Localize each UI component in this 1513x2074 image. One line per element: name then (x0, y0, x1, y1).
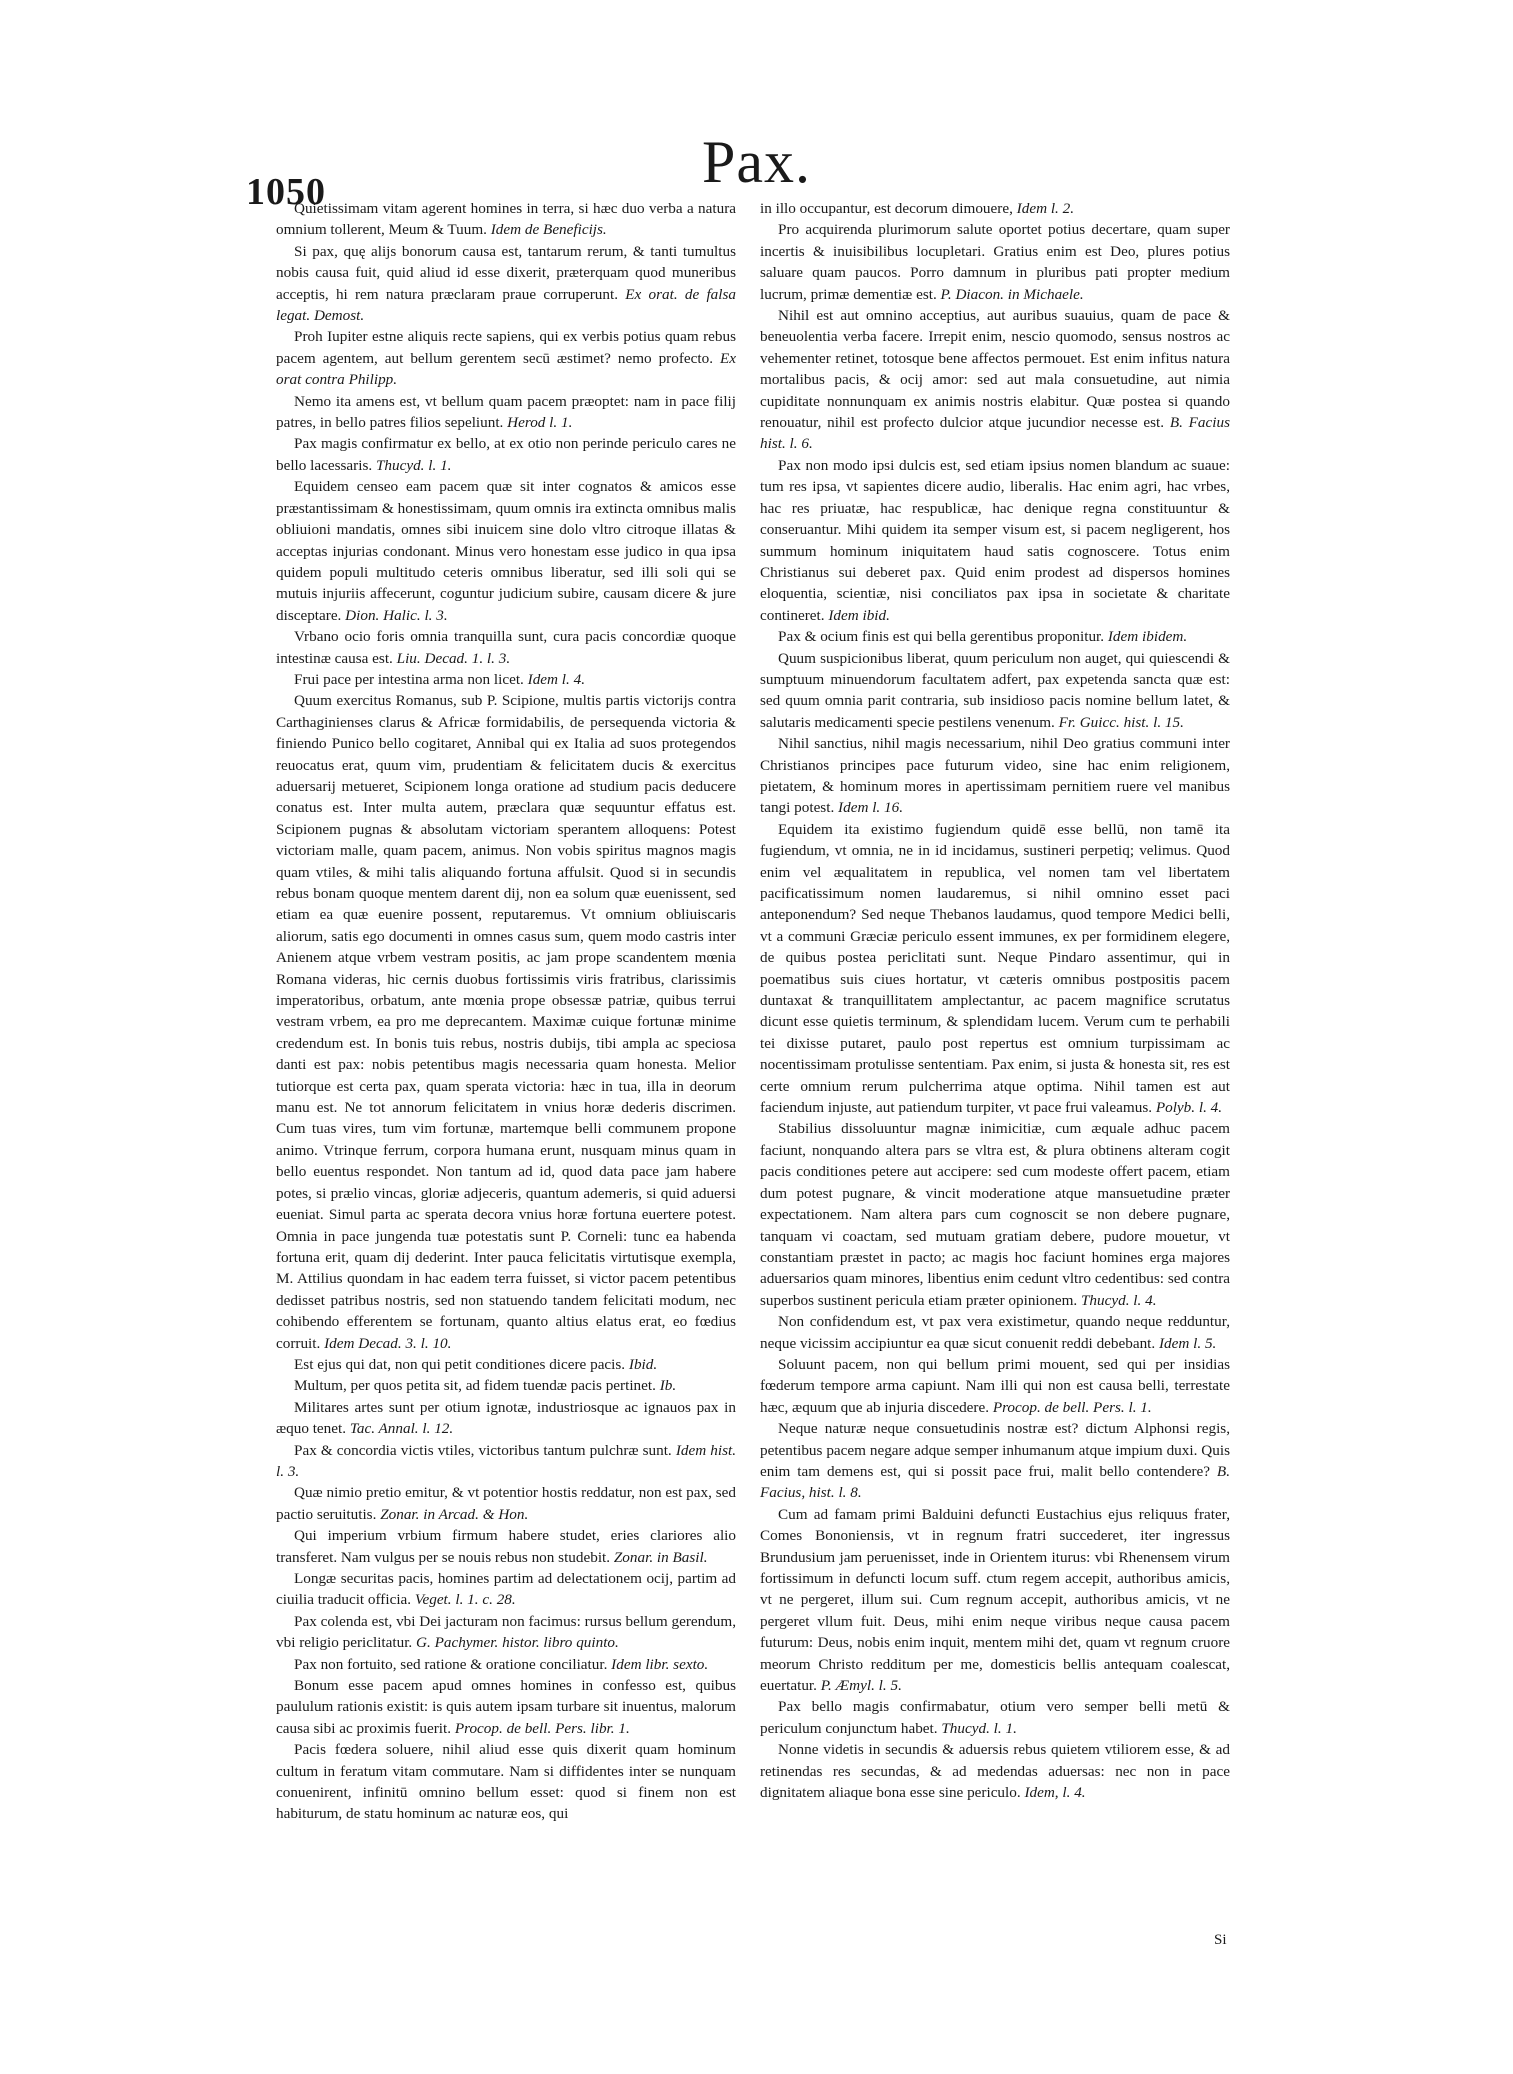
left-column (276, 198, 736, 1825)
quotation-paragraph (276, 1525, 736, 1568)
source-citation: Idem l. 16. (838, 799, 904, 817)
quotation-text: Nemo ita amens est, vt bellum quam pacem præoptet: nam in pace filij patres, in bello patres filios sepeliunt. (276, 392, 736, 432)
source-citation: B. Facius hist. l. 6. (760, 414, 1230, 453)
quotation-text: Militares artes sunt per otium ignotæ, industriosque ac ignauos pax in æquo tenet. (276, 1398, 736, 1438)
quotation-text: Nihil sanctius, nihil magis necessarium, nihil Deo gratius communi inter Christianos principes pace futurum video, sine hac enim religionem, pietatem, & hominum mores in apertissimam pernitiem ruere vel manibus tangi potest. (760, 735, 1230, 817)
quotation-paragraph (760, 626, 1230, 647)
quotation-text: Soluunt pacem, non qui bellum primi mouent, sed qui per insidias fœderum tempore arma capiunt. Nam illi qui non est causa belli, terrestate hæc, æquum que ab injuria discedere. (760, 1355, 1230, 1416)
quotation-text: Pax colenda est, vbi Dei jacturam non facimus: rursus bellum gerendum, vbi religio periclitatur. (276, 1612, 737, 1652)
source-citation: Procop. de bell. Pers. l. 1. (992, 1398, 1152, 1416)
quotation-paragraph (760, 1504, 1230, 1697)
quotation-text: Pacis fœdera soluere, nihil aliud esse quis dixerit quam hominum cultum in feratum vitam commutare. Nam si diffidentes inter se nunquam conuenirent, infinitū omnino bellum esset: quod si finem non est habiturum, de statu hominum ac naturæ eos, qui (276, 1741, 736, 1823)
quotation-text: Quum exercitus Romanus, sub P. Scipione, multis partis victorijs contra Carthaginienses clarus & Africæ formidabilis, de persequenda victoria & finiendo Punico bello cogitaret, Annibal qui ex Italia ad suos protegendos reuocatus erat, quum vim, prudentiam & felicitatem ducis & exercitus aduersarij metueret, Scipionem longa oratione ad studium pacis deducere conatus est. Inter multa autem, præclara quæ sequuntur effatus est. Scipionem pugnas & absolutam victoriam sperantem alloquens: Potest victoriam malle, quam pacem, animus. Non vobis spiritus magnos magis quam vtiles, & mihi talis aliquando fortuna affulsit. Quod si in secundis rebus bonam quoque mentem darent dij, non ea solum quæ euenissent, sed etiam ea quæ euenire possent, reputaremus. Vt omnium obliuiscaris aliorum, satis ego documenti in omnes casus sum, quem modo castris inter Anienem atque vrbem vestram positis, ac jam prope scandentem mœnia Romana videras, hic cernis duobus fortissimis viris fratribus, clarissimis imperatoribus, orbatum, ante mœnia prope obsessæ patriæ, quibus terrui vestram vrbem, ea pro me deprecantem. Maximæ cuique fortunæ minime credendum est. In bonis tuis rebus, nostris dubijs, tibi ampla ac speciosa danti est pax: nobis petentibus magis necessaria quam honesta. Melior tutiorque est certa pax, quam sperata victoria: hæc in tua, illa in deorum manu est. Ne tot annorum felicitatem in vnius horæ dederis discrimen. Cum tuas vires, tum vim fortunæ, martemque belli communem propone animo. Vtrinque ferrum, corpora humana erunt, nusquam minus quam in bello euentus respondet. Non tantum ad id, quod data pace jam habere potes, si prælio vincas, gloriæ adjeceris, quantum ademeris, si quid aduersi eueniat. Simul parta ac sperata decora vnius horæ fortuna euertere potest. Omnia in pace jungenda tuæ potestatis sunt P. Corneli: tunc ea habenda fortuna erit, quam dij dederint. Inter pauca felicitatis virtutisque exempla, M. Attilius quondam in hac eadem terra fuisset, si victor pacem petentibus dedisset patribus nostris, sed non statuendo tandem felicitati modum, nec cohibendo efferentem se fortunam, quanto altius elatus erat, eo fœdius corruit. (276, 692, 736, 1352)
source-citation: Idem hist. l. 3. (276, 1441, 736, 1480)
source-citation: B. Facius, hist. l. 8. (760, 1462, 1230, 1502)
quotation-paragraph (760, 819, 1230, 1119)
source-citation: Ex orat contra Philipp. (276, 349, 737, 389)
quotation-paragraph (276, 198, 736, 241)
source-citation: Idem ibid. (828, 606, 890, 624)
source-citation: Idem, l. 4. (1024, 1784, 1086, 1802)
quotation-paragraph (760, 648, 1230, 734)
quotation-text: Cum ad famam primi Balduini defuncti Eustachius ejus reliquus frater, Comes Bononiensis, vt in regnum fratri succederet, iter ingressus Brundusium jam peruenisset, inde in Orientem iturus: vbi Rhenensem virum fortissimum in defuncti locum suff. ctum regem accepit, authoribus amicis, vt ne pergeret, illum sui. Cum regnum accepit, authoribus amicis, vt ne pergeret vllum fuit. Deus, mihi enim neque viribus neque causa pacem futurum: Deus, nobis enim inquit, mentem mihi det, quam vt regnum cruore meorum Christo redditum per me, domesticis bellis antequam coalescat, euertatur. (760, 1505, 1230, 1695)
quotation-paragraph (276, 241, 736, 327)
quotation-paragraph (276, 1375, 736, 1396)
quotation-paragraph (276, 476, 736, 626)
source-citation: Liu. Decad. 1. l. 3. (396, 649, 511, 667)
catchword: Si (1214, 1932, 1227, 1948)
source-citation: Thucyd. l. 4. (1080, 1291, 1157, 1309)
quotation-text: Bonum esse pacem apud omnes homines in confesso est, quibus paululum rationis existit: is quis autem ipsam turbare sit inuentus, malorum causa sibi ac proximis fuerit. (276, 1677, 736, 1737)
quotation-text: Quæ nimio pretio emitur, & vt potentior hostis reddatur, non est pax, sed pactio seruitutis. (276, 1484, 736, 1523)
source-citation: Thucyd. l. 1. (375, 456, 452, 474)
quotation-text: Equidem censeo eam pacem quæ sit inter cognatos & amicos esse præstantissimam & honestissimam, quum omnis ira extincta omnibus malis obliuioni mandatis, omnes sibi inuicem sine dolo vltro citroque illatas & acceptas injurias condonant. Minus vero honestam esse judico in qua ipsa quidem populi multitudo ceteris omnibus liberatur, sed illi soli qui se mutuis injuriis affecerunt, coguntur judicium subire, causam dicere & jure disceptare. (276, 478, 736, 624)
quotation-paragraph (276, 690, 736, 1354)
source-citation: Idem de Beneficijs. (490, 221, 607, 239)
quotation-paragraph (760, 1354, 1230, 1418)
source-citation: Ex orat. de falsa legat. Demost. (276, 285, 736, 325)
source-citation: Zonar. in Basil. (613, 1548, 708, 1566)
source-citation: P. Diacon. in Michaele. (940, 285, 1084, 303)
quotation-text: Multum, per quos petita sit, ad fidem tuendæ pacis pertinet. (294, 1377, 656, 1395)
quotation-paragraph (760, 1311, 1230, 1354)
source-citation: Dion. Halic. l. 3. (345, 606, 448, 624)
source-citation: Idem l. 5. (1158, 1334, 1217, 1352)
source-citation: Herod l. 1. (507, 414, 573, 432)
quotation-paragraph (760, 1696, 1230, 1739)
quotation-paragraph (276, 1440, 736, 1483)
source-citation: G. Pachymer. histor. libro quinto. (416, 1634, 619, 1652)
quotation-text: Pax bello magis confirmabatur, otium vero semper belli metū & periculum conjunctum habet. (760, 1698, 1230, 1737)
quotation-text: Nihil est aut omnino acceptius, aut auribus suauius, quam de pace & beneuolentia verba facere. Irrepit enim, nescio quomodo, sensus nostros ac vehementer retinet, totosque bene affectos permouet. Est enim infitus natura mortalibus pacis, & ocij amor: sed aut mala consuetudine, aut nimia cupiditate nonnunquam ex animis nostris elabitur. Quæ postea si quando renouatur, nihil est profecto dulcior atque jucundior necesse est. (760, 307, 1230, 432)
quotation-text: Quum suspicionibus liberat, quum periculum non auget, qui quiescendi & sumptuum minuendorum facultatem adfert, pax expetenda sancta quæ est: sed quum omnia parit contraria, sub insidioso pacis nomine bellum latet, & salutaris medicamenti specie pestilens venenum. (760, 649, 1230, 731)
quotation-paragraph (276, 1397, 736, 1440)
quotation-text: Equidem ita existimo fugiendum quidē esse bellū, non tamē ita fugiendum, vt omnia, ne in id incidamus, sustineri perpetiq; velimus. Quod enim vel æqualitatem in republica, vel nomen tam vel libertatem pacificatissimum nomen laudaremus, si nihil omnino esset paci anteponendum? Sed neque Thebanos laudamus, quod tempore Medici belli, vt a communi Græciæ periculo essent immunes, ex per formidinem elegere, de quibus postea periclitati sunt. Neque Pindaro assentimur, qui in poematibus suis ciues hortatur, vt cæteris omnibus postpositis pacem duntaxat & tranquillitatem amplectantur, ac pacem magnifice scrutatus dicunt esse quietis terminum, & splendidam lucem. Verum cum te perhabili tei dixisse putaret, paulo post repertus est omnium turpissimam ac nocentissimam protulisse sententiam. Pax enim, si justa & honesta sit, res est certe omnium rerum pulcherrima atque optima. Nihil tamen est aut faciendum injuste, aut patiendum turpiter, vt pace frui valeamus. (760, 820, 1230, 1117)
quotation-text: Stabilius dissoluuntur magnæ inimicitiæ, cum æquale adhuc pacem faciunt, nonquando altera pars se vltra est, & plura obtinens alteram cogit pacis conditiones petere aut accipere: sed cum modeste offert pacem, etiam dum potest pugnare, & vincit moderatione atque mansuetudine præter expectationem. Nam altera pars cum cognoscit se non debere pugnare, tanquam vi coactam, sed mutuam gratiam debere, pudore mouetur, vt constantiam præstet in pacto; ac magis hoc faciunt homines erga majores aduersarios quam minores, libentius enim cedunt vltro cedentibus: sed contra superbos sustinent pericula etiam præter opinionem. (760, 1120, 1230, 1309)
source-citation: Thucyd. l. 1. (941, 1719, 1017, 1737)
quotation-text: Pax magis confirmatur ex bello, at ex otio non perinde periculo cares ne bello lacessaris. (276, 435, 736, 474)
quotation-paragraph (760, 1739, 1230, 1803)
quotation-text: Longæ securitas pacis, homines partim ad delectationem ocij, partim ad ciuilia traducit officia. (276, 1570, 736, 1609)
source-citation: Ibid. (628, 1355, 658, 1373)
source-citation: Idem ibidem. (1107, 628, 1188, 646)
quotation-paragraph (276, 626, 736, 669)
quotation-paragraph (760, 198, 1230, 219)
quotation-text: Vrbano ocio foris omnia tranquilla sunt, cura pacis concordiæ quoque intestinæ causa est. (276, 628, 736, 667)
quotation-paragraph (276, 1482, 736, 1525)
quotation-text: Proh Iupiter estne aliquis recte sapiens, qui ex verbis potius quam rebus pacem agentem, aut bellum gerentem secū æstimet? nemo profecto. (276, 328, 736, 367)
quotation-paragraph (276, 1568, 736, 1611)
quotation-paragraph (276, 1654, 736, 1675)
source-citation: Idem l. 2. (1016, 200, 1075, 217)
quotation-paragraph (760, 1418, 1230, 1504)
source-citation: Veget. l. 1. c. 28. (414, 1591, 516, 1609)
quotation-paragraph (276, 669, 736, 690)
quotation-paragraph (276, 1354, 736, 1375)
quotation-text: Pax non modo ipsi dulcis est, sed etiam ipsius nomen blandum ac suaue: tum res ipsa, vt sapientes dicere audio, liberalis. Hac enim agri, hac vrbes, hac res priuatæ, hac respublicæ, hac denique regna constituuntur & conseruantur. Mihi quidem ita semper visum est, si pacem negligerent, hos summum hominum iniquitatem haud satis cognoscere. Totus enim Christianus sui deberet pax. Quid enim prodest ad dispersos homines eloquentia, scientiæ, nisi conciliatos pax ipsa in societate & charitate contineret. (760, 456, 1230, 624)
quotation-paragraph (760, 1118, 1230, 1311)
quotation-paragraph (276, 326, 736, 390)
quotation-text: Pax & ocium finis est qui bella gerentibus proponitur. (778, 628, 1105, 646)
source-citation: Procop. de bell. Pers. libr. 1. (454, 1719, 630, 1737)
source-citation: Idem Decad. 3. l. 10. (324, 1334, 452, 1352)
quotation-text: Si pax, quę alijs bonorum causa est, tantarum rerum, & tanti tumultus nobis causa fuit, quid aliud id esse dixerit, præterquam quod muneribus acceptis, hi rem natura præclaram praue corruperunt. (276, 242, 736, 303)
quotation-paragraph (276, 391, 736, 434)
page-number: 1050 (246, 171, 326, 213)
right-column (760, 198, 1230, 1803)
source-citation: Zonar. in Arcad. & Hon. (380, 1505, 529, 1523)
quotation-text: Qui imperium vrbium firmum habere studet, eries clariores alio transferet. Nam vulgus per se nouis rebus non studebit. (276, 1527, 736, 1566)
quotation-paragraph (760, 219, 1230, 305)
quotation-text: Pax & concordia victis vtiles, victoribus tantum pulchræ sunt. (294, 1441, 672, 1459)
quotation-paragraph (760, 455, 1230, 626)
quotation-text: Nonne videtis in secundis & aduersis rebus quietem vtiliorem esse, & ad retinendas res secundas, & ad medendas aduersas: nec non in pace dignitatem aliaque bona esse sine periculo. (760, 1741, 1230, 1802)
quotation-text: Est ejus qui dat, non qui petit conditiones dicere pacis. (294, 1355, 626, 1373)
quotation-text: in illo occupantur, est decorum dimouere, (760, 200, 1013, 217)
quotation-paragraph (760, 733, 1230, 819)
quotation-paragraph (760, 305, 1230, 455)
quotation-text: Quietissimam vitam agerent homines in terra, si hæc duo verba a natura omnium tollerent, Meum & Tuum. (276, 200, 736, 239)
source-citation: Tac. Annal. l. 12. (349, 1420, 454, 1438)
source-citation: Idem libr. sexto. (611, 1655, 709, 1673)
quotation-paragraph (276, 1611, 736, 1654)
quotation-text: Neque naturæ neque consuetudinis nostræ est? dictum Alphonsi regis, petentibus pacem negare adque semper inhumanum atque impium duxi. Quis enim tam demens est, qui si possit pace frui, malit bello contendere? (760, 1420, 1230, 1480)
quotation-text: Pax non fortuito, sed ratione & oratione conciliatur. (294, 1655, 608, 1673)
quotation-text: Frui pace per intestina arma non licet. (294, 670, 524, 688)
source-citation: Ib. (659, 1377, 677, 1395)
page-title: Pax. (702, 129, 811, 195)
quotation-paragraph (276, 433, 736, 476)
quotation-paragraph (276, 1739, 736, 1825)
source-citation: Idem l. 4. (527, 670, 586, 688)
source-citation: P. Æmyl. l. 5. (820, 1677, 902, 1695)
quotation-text: Pro acquirenda plurimorum salute oportet potius decertare, quam super incertis & inuisibilibus locupletari. Gratius enim est Deo, plures potius saluare quam paucos. Porro damnum in pluribus pati propter medium lucrum, primæ dementiæ est. (760, 221, 1230, 303)
quotation-text: Non confidendum est, vt pax vera existimetur, quando neque redduntur, neque vicissim accipiuntur ea quæ sicut conuenit reddi debebant. (760, 1313, 1230, 1352)
source-citation: Polyb. l. 4. (1155, 1099, 1223, 1117)
quotation-paragraph (276, 1675, 736, 1739)
source-citation: Fr. Guicc. hist. l. 15. (1058, 713, 1184, 731)
